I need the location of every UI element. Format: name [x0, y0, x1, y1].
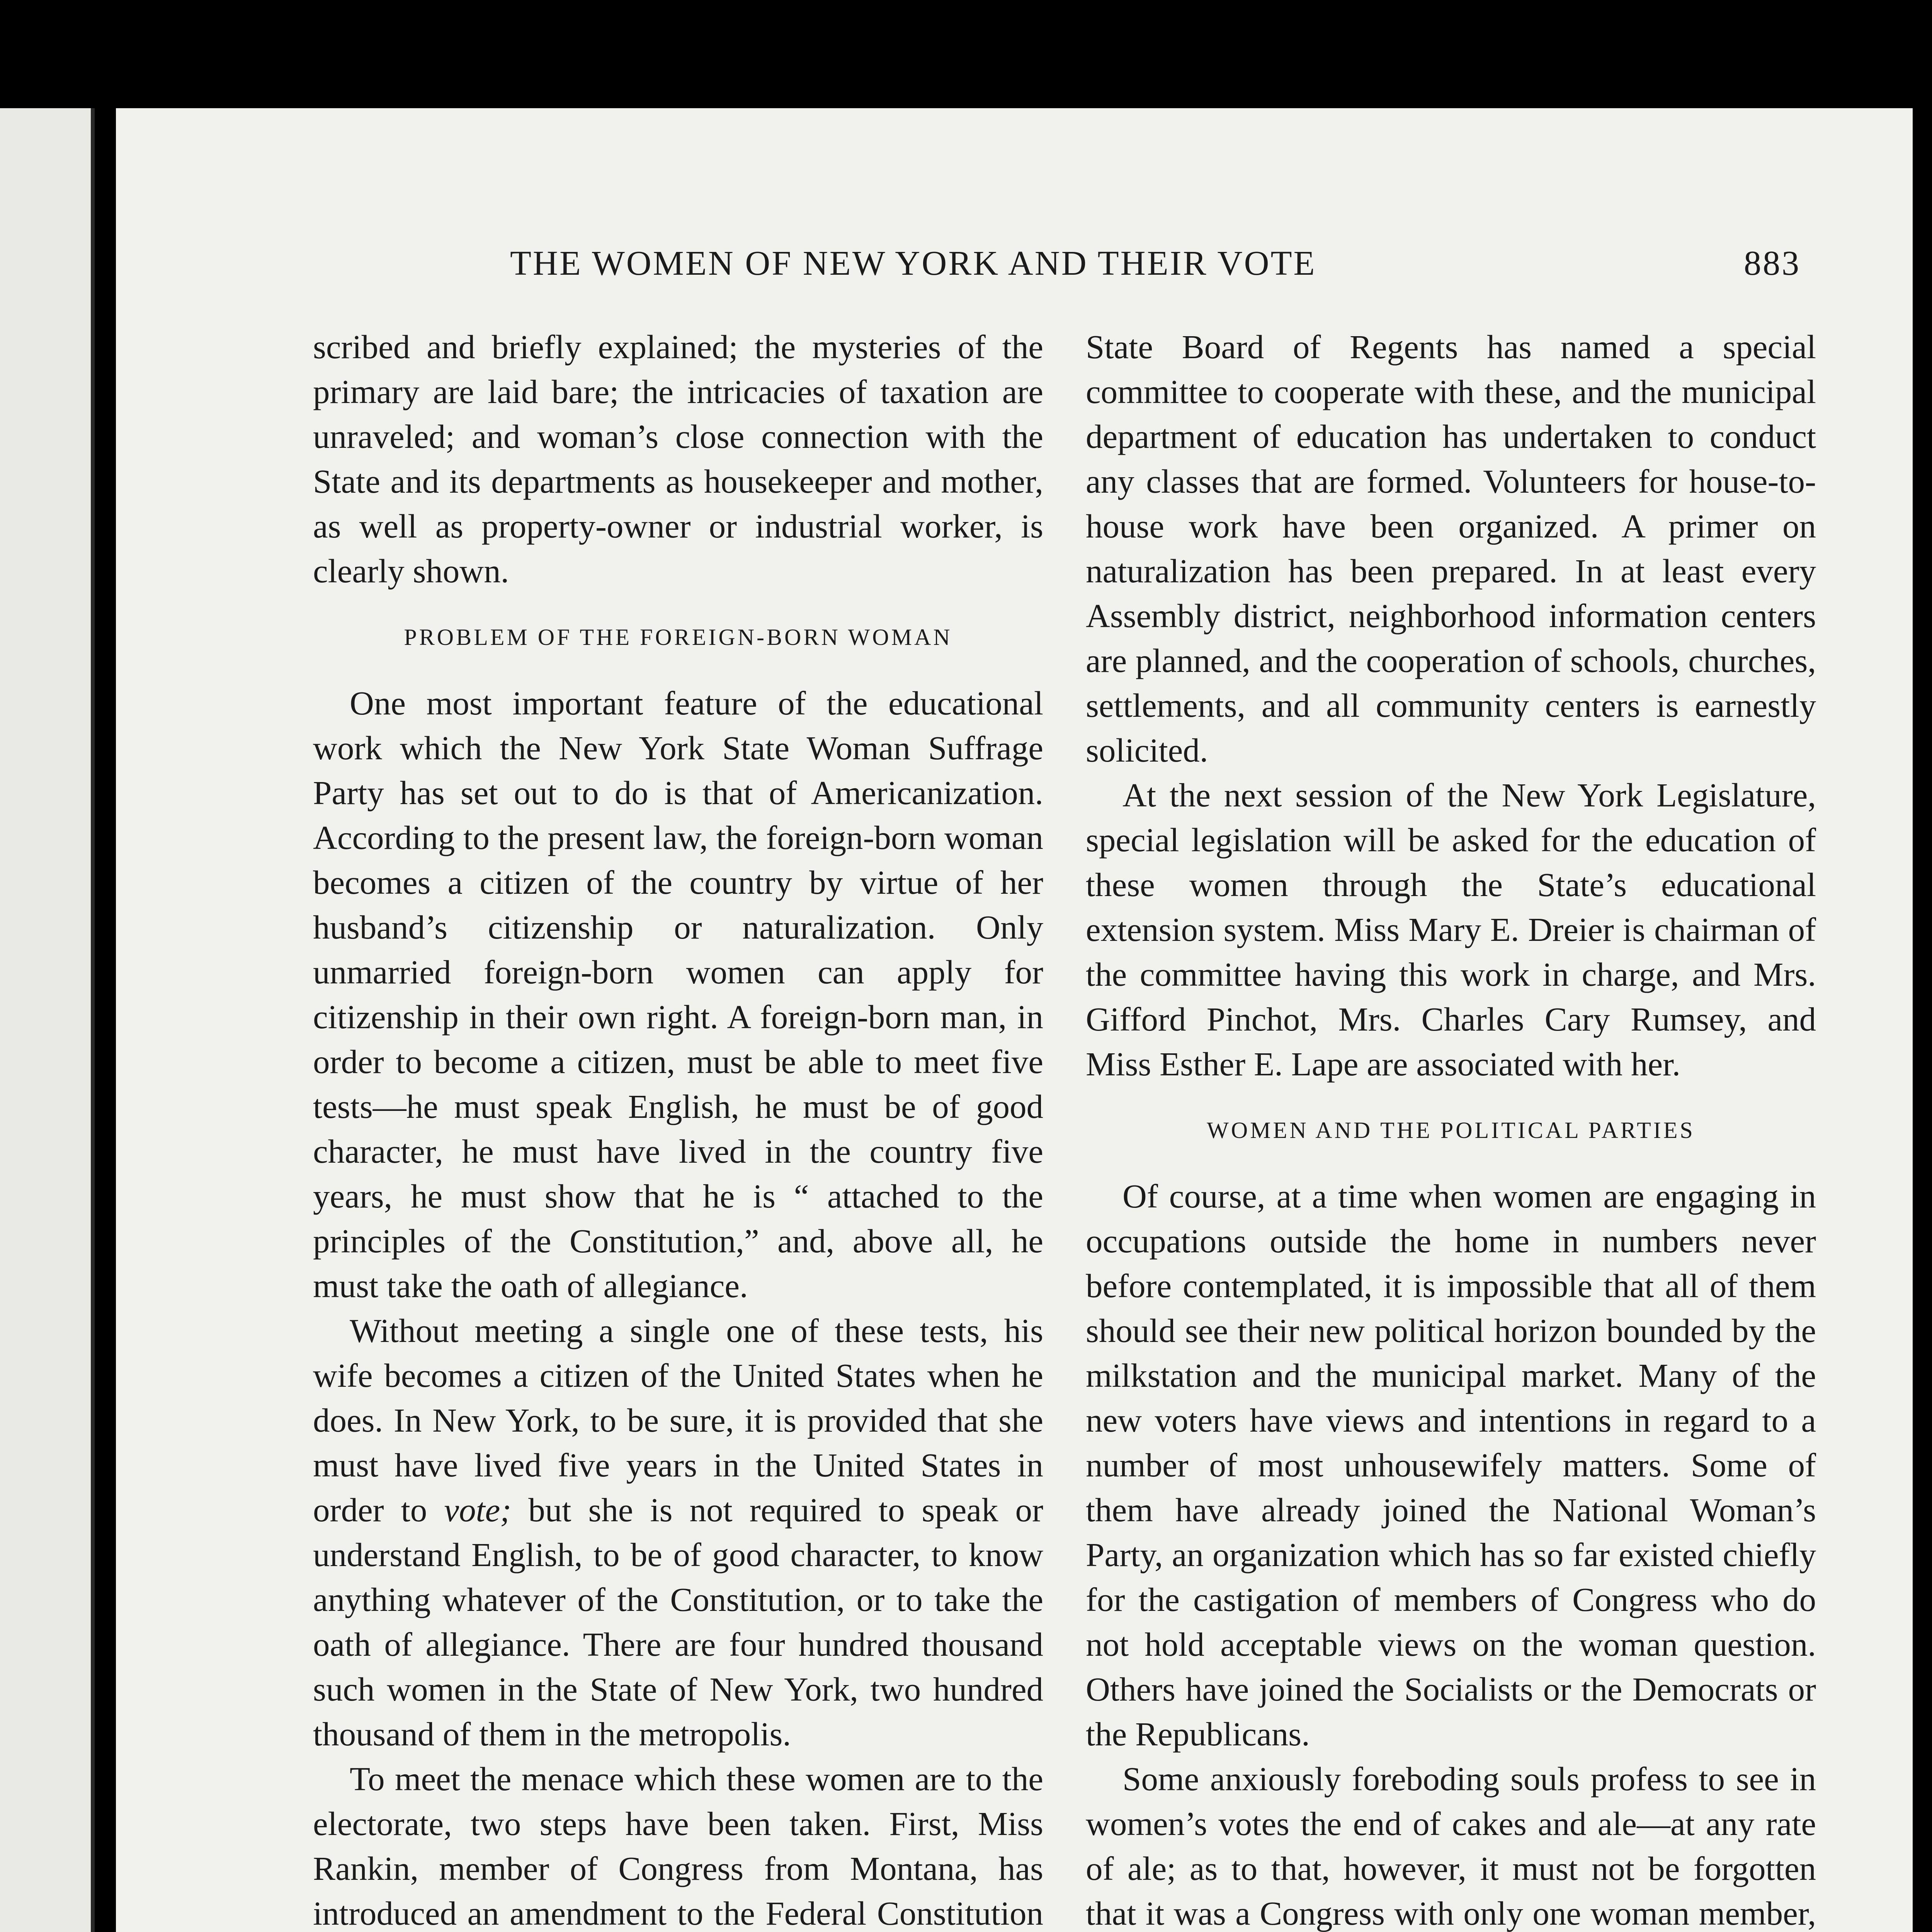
left-column	[313, 325, 1043, 1932]
paragraph-text: but she is not required to speak or understand English, to be of good character, to know anything whatever of the Constitution, or to take the oath of allegiance. There are four hundred thousand such women in the State of New York, two hundred thousand of them in the metropolis.	[313, 1491, 1043, 1753]
paragraph-text: Without meeting a single one of these tests, his wife becomes a citizen of the United States when he does. In New York, to be sure, it is provided that she must have lived five years in the United States in order to	[313, 1312, 1043, 1529]
page-number: 883	[1744, 244, 1801, 282]
running-title: THE WOMEN OF NEW YORK AND THEIR VOTE	[510, 244, 1316, 282]
section-heading: PROBLEM OF THE FOREIGN-BORN WOMAN	[404, 624, 952, 650]
running-header	[116, 243, 1913, 301]
paragraph: Of course, at a time when women are engaging in occupations outside the home in numbers never before contemplated, it is impossible that all of them should see their new political horizon bounded by the milkstation and the municipal market. Many of the new voters have views and intentions in regard to a number of most unhousewifely matters. Some of them have already joined the National Woman’s Party, an organization which has so far existed chiefly for the castigation of members of Congress who do not hold acceptable views on the woman question. Others have joined the Socialists or the Democrats or the Republicans.	[1086, 1177, 1816, 1753]
paragraph: One most important feature of the educational work which the New York State Woman Suffrage Party has set out to do is that of Americanization. According to the present law, the foreign-born woman becomes a citizen of the country by virtue of her husband’s citizenship or naturalization. Only unmarried foreign-born women can apply for citizenship in their own right. A foreign-born man, in order to become a citizen, must be able to meet five tests—he must speak English, he must be of good character, he must have lived in the country five years, he must show that he is “ attached to the principles of the Constitution,” and, above all, he must take the oath of allegiance.	[313, 684, 1043, 1304]
facing-page-edge	[0, 108, 95, 1932]
paragraph: State Board of Regents has named a special committee to cooperate with these, and the municipal department of education has undertaken to conduct any classes that are formed. Volunteers for house-to-house work have been organized. A primer on naturalization has been prepared. In at least every Assembly district, neighborhood information centers are planned, and the cooperation of schools, churches, settlements, and all community centers is earnestly solicited.	[1086, 328, 1816, 769]
section-heading: WOMEN AND THE POLITICAL PARTIES	[1207, 1117, 1695, 1143]
right-column	[1086, 325, 1816, 1932]
italic-word: vote;	[444, 1491, 512, 1529]
paragraph	[313, 1308, 1043, 1757]
paragraph: Some anxiously foreboding souls profess to see in women’s votes the end of cakes and ale—at any rate of ale; as to that, however, it must not be forgotten that it was a Congress with only one woman member,	[1086, 1760, 1816, 1932]
paragraph: scribed and briefly explained; the mysteries of the primary are laid bare; the intricacies of taxation are unraveled; and woman’s close connection with the State and its departments as housekeeper and mother, as well as property-owner or industrial worker, is clearly shown.	[313, 328, 1043, 590]
document-page	[116, 108, 1913, 1932]
paragraph: To meet the menace which these women are to the electorate, two steps have been taken. First, Miss Rankin, member of Congress from Montana, has introduced an amendment to the Federal Constitution	[313, 1760, 1043, 1932]
paragraph: At the next session of the New York Legislature, special legislation will be asked for the education of these women through the State’s educational extension system. Miss Mary E. Dreier is chairman of the committee having this work in charge, and Mrs. Gifford Pinchot, Mrs. Charles Cary Rumsey, and Miss Esther E. Lape are associated with her.	[1086, 776, 1816, 1083]
